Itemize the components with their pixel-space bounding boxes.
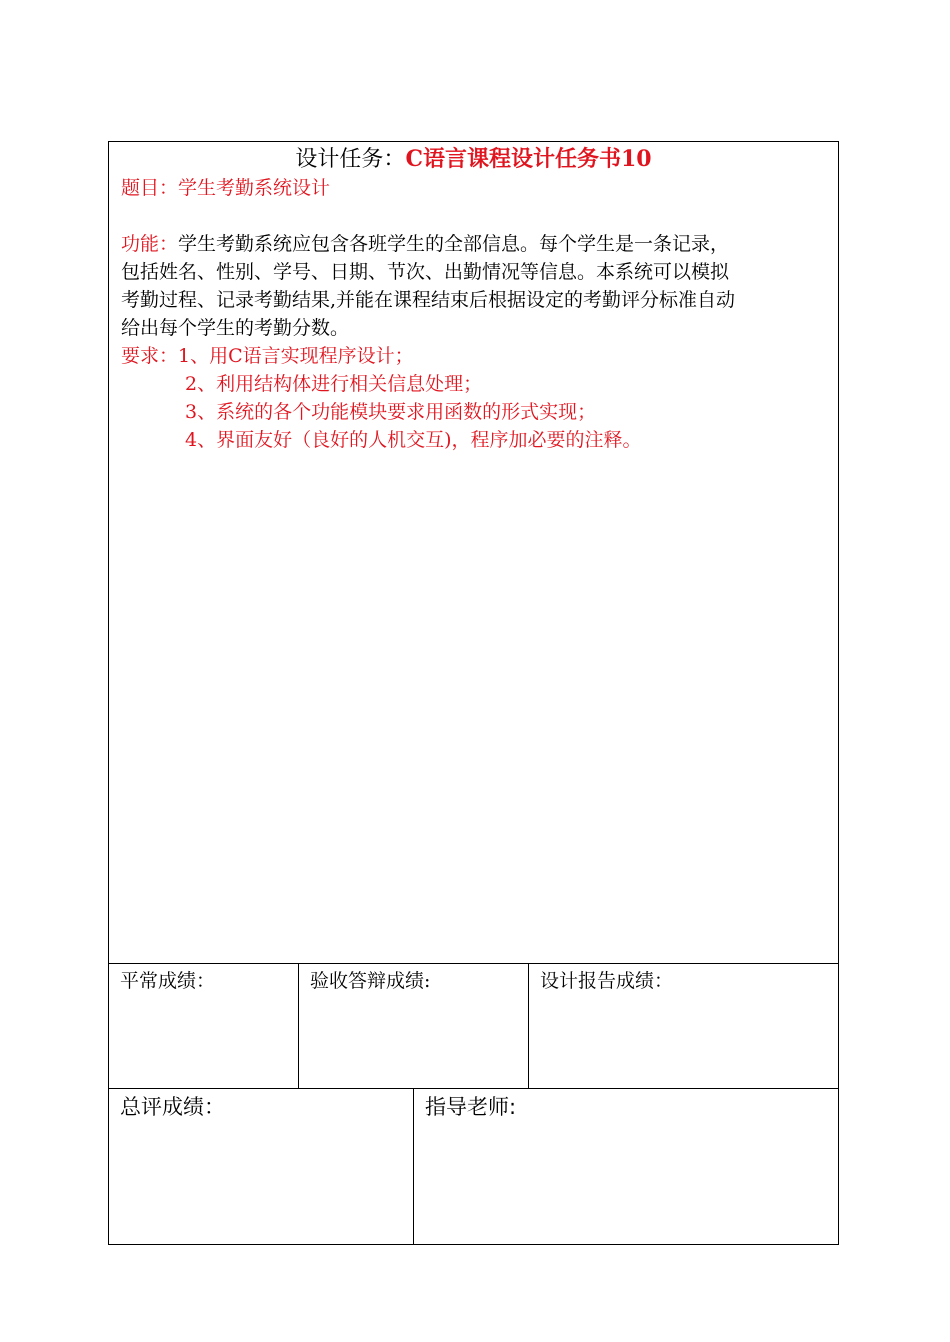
total-grade-label: 总评成绩： bbox=[120, 1095, 225, 1119]
regular-grade-label: 平常成绩： bbox=[120, 970, 216, 992]
report-grade-cell bbox=[529, 964, 838, 1088]
function-line-3: 考勤过程、记录考勤结果,并能在课程结束后根据设定的考勤评分标准自动 bbox=[121, 289, 736, 311]
task-sheet-table bbox=[108, 141, 839, 1245]
requirement-item-1: 1、用C语言实现程序设计； bbox=[178, 345, 414, 367]
topic-line: 题目：学生考勤系统设计 bbox=[121, 177, 331, 199]
defense-grade-label: 验收答辩成绩: bbox=[310, 970, 431, 992]
requirement-item-3: 3、系统的各个功能模块要求用函数的形式实现； bbox=[185, 401, 597, 423]
defense-grade-cell bbox=[299, 964, 529, 1088]
total-grade-cell bbox=[109, 1089, 414, 1244]
requirement-item-4: 4、界面友好（良好的人机交互)，程序加必要的注释。 bbox=[185, 429, 642, 451]
title-main: C语言课程设计任务书10 bbox=[405, 146, 652, 172]
function-line-4: 给出每个学生的考勤分数。 bbox=[121, 317, 350, 339]
requirement-line-1 bbox=[121, 342, 414, 370]
title-prefix: 设计任务： bbox=[295, 147, 406, 172]
report-grade-label: 设计报告成绩： bbox=[540, 970, 674, 992]
grades-row bbox=[109, 964, 838, 1089]
function-line-1 bbox=[121, 230, 729, 258]
page-title bbox=[109, 144, 838, 175]
teacher-label: 指导老师: bbox=[425, 1095, 517, 1119]
teacher-cell bbox=[414, 1089, 838, 1244]
requirement-item-2: 2、利用结构体进行相关信息处理； bbox=[185, 373, 483, 395]
summary-row bbox=[109, 1089, 838, 1244]
function-text-1: 学生考勤系统应包含各班学生的全部信息。每个学生是一条记录， bbox=[178, 233, 730, 255]
function-line-2: 包括姓名、性别、学号、日期、节次、出勤情况等信息。本系统可以模拟 bbox=[121, 261, 730, 283]
regular-grade-cell bbox=[109, 964, 299, 1088]
function-label: 功能： bbox=[121, 233, 179, 255]
requirements-label: 要求： bbox=[121, 345, 179, 367]
task-content-cell bbox=[109, 142, 838, 964]
